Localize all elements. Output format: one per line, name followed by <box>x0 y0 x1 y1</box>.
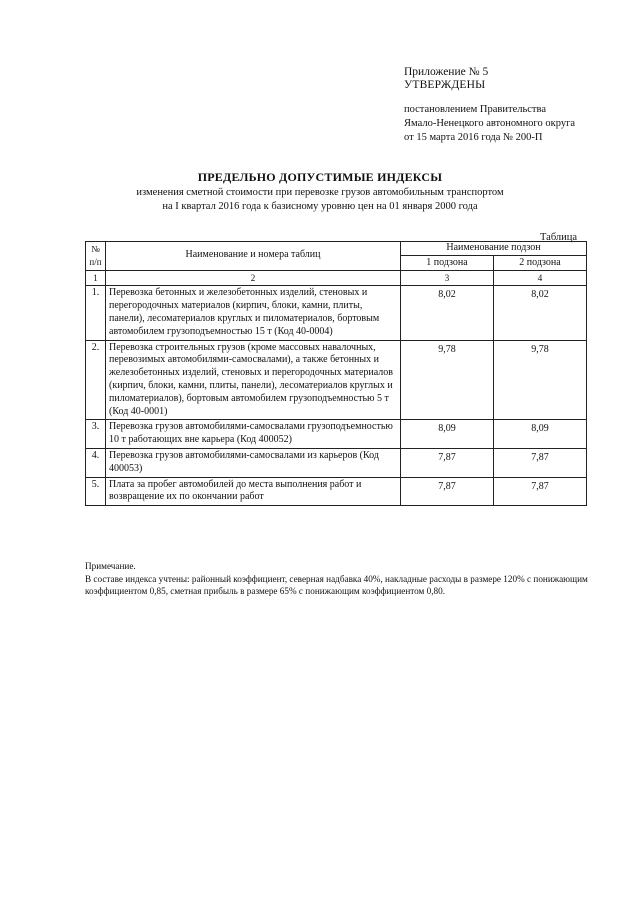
table-row <box>86 477 587 506</box>
row-zone-1-value: 7,87 <box>401 448 494 477</box>
row-name: Плата за пробег автомобилей до места выполнения работ и возвращение их по окончании работ <box>106 477 401 506</box>
row-number: 5. <box>86 477 106 506</box>
column-number: 3 <box>401 270 494 286</box>
table-row <box>86 420 587 449</box>
row-zone-1-value: 8,02 <box>401 286 494 340</box>
header-zone-2: 2 подзона <box>494 256 587 270</box>
document-subtitle <box>0 186 640 214</box>
subtitle-line-1: изменения сметной стоимости при перевозке грузов автомобильным транспортом <box>136 187 504 198</box>
column-number: 1 <box>86 270 106 286</box>
appendix-number: Приложение № 5 <box>404 66 489 78</box>
row-number: 3. <box>86 420 106 449</box>
table-label: Таблица <box>540 232 578 243</box>
table-row <box>86 286 587 340</box>
header-name: Наименование и номера таблиц <box>106 242 401 271</box>
column-number: 4 <box>494 270 587 286</box>
row-zone-1-value: 9,78 <box>401 340 494 420</box>
row-zone-1-value: 7,87 <box>401 477 494 506</box>
row-zone-2-value: 7,87 <box>494 448 587 477</box>
approval-line: постановлением Правительства <box>404 104 547 115</box>
row-number: 1. <box>86 286 106 340</box>
approved-label: УТВЕРЖДЕНЫ <box>404 79 486 91</box>
note-title: Примечание. <box>85 561 136 571</box>
row-name: Перевозка грузов автомобилями-самосвалами из карьеров (Код 400053) <box>106 448 401 477</box>
approval-line: от 15 марта 2016 года № 200-П <box>404 132 543 143</box>
indices-table <box>85 241 587 506</box>
subtitle-line-2: на I квартал 2016 года к базисному уровню цен на 01 января 2000 года <box>162 201 478 212</box>
approval-block <box>404 66 575 145</box>
row-zone-2-value: 9,78 <box>494 340 587 420</box>
table-row <box>86 340 587 420</box>
row-number: 2. <box>86 340 106 420</box>
column-numbers-row <box>86 270 587 286</box>
row-number: 4. <box>86 448 106 477</box>
header-zones: Наименование подзон <box>401 242 587 256</box>
note-text: В составе индекса учтены: районный коэффициент, северная надбавка 40%, накладные расходы в размере 120% с понижающим коэффициентом 0,85, сметная прибыль в размере 65% с понижающим коэффициентом 0,80. <box>85 573 588 596</box>
row-name: Перевозка бетонных и железобетонных изделий, стеновых и перегородочных материалов (кирпич, блоки, камни, плиты, панели), лесоматериалов круглых и пиломатериалов, бортовым автомобилем грузоподъемностью 15 т (Код 40-0004) <box>106 286 401 340</box>
column-number: 2 <box>106 270 401 286</box>
row-zone-2-value: 8,02 <box>494 286 587 340</box>
header-zone-1: 1 подзона <box>401 256 494 270</box>
table-row <box>86 448 587 477</box>
row-name: Перевозка грузов автомобилями-самосвалами грузоподъемностью 10 т работающих вне карьера (Код 400052) <box>106 420 401 449</box>
approval-line: Ямало-Ненецкого автономного округа <box>404 118 576 129</box>
note-block <box>85 560 605 598</box>
document-title: ПРЕДЕЛЬНО ДОПУСТИМЫЕ ИНДЕКСЫ <box>197 170 443 184</box>
row-zone-1-value: 8,09 <box>401 420 494 449</box>
header-num: № п/п <box>86 242 106 271</box>
row-zone-2-value: 7,87 <box>494 477 587 506</box>
row-name: Перевозка строительных грузов (кроме массовых навалочных, перевозимых автомобилями-самосвалами), а также бетонных и железобетонных изделий, стеновых и перегородочных материалов (кирпич, блоки, камни, плиты, панели), лесоматериалов круглых и пиломатериалов), бортовым автомобилем грузоподъемностью 5 т (Код 40-0001) <box>106 340 401 420</box>
row-zone-2-value: 8,09 <box>494 420 587 449</box>
